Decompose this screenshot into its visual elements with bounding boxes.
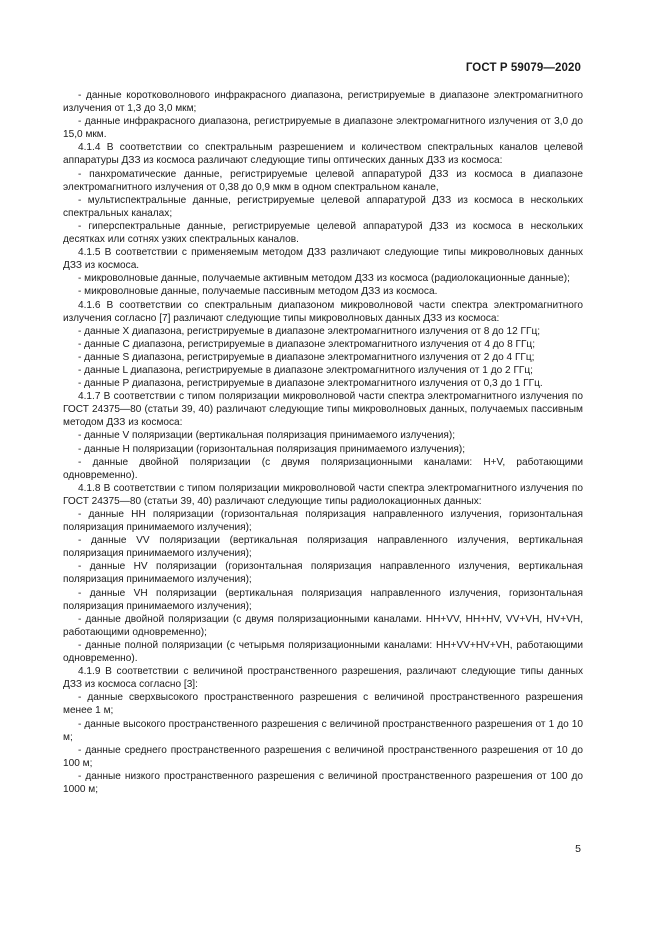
paragraph: - данные H поляризации (горизонтальная поляризация принимаемого излучения); [78, 443, 466, 455]
paragraph: - данные двойной поляризации (с двумя поляризационными каналами: H+V, работающими одновременно). [63, 456, 583, 481]
paragraph: - данные высокого пространственного разрешения с величиной пространственного разрешения от 1 до 10 м; [63, 718, 583, 743]
paragraph: 4.1.6 В соответствии со спектральным диапазоном микроволновой части спектра электромагнитного излучения согласно [7] различают следующие типы микроволновых данных ДЗЗ из космоса: [63, 299, 583, 324]
paragraph: - данные VH поляризации (вертикальная поляризация направленного излучения, горизонтальная поляризация принимаемого излучения); [63, 587, 583, 612]
paragraph: 4.1.7 В соответствии с типом поляризации микроволновой части спектра электромагнитного излучения по ГОСТ 24375—80 (статьи 39, 40) различают следующие типы микроволновых данных, получаемых пассивным методом ДЗЗ из космоса: [63, 391, 583, 429]
paragraph: 4.1.5 В соответствии с применяемым методом ДЗЗ различают следующие типы микроволновых данных ДЗЗ из космоса. [63, 247, 583, 272]
paragraph: - данные VV поляризации (вертикальная поляризация направленного излучения, вертикальная поляризация принимаемого излучения); [63, 535, 583, 560]
paragraph: - микроволновые данные, получаемые активным методом ДЗЗ из космоса (радиолокационные данные); [78, 273, 570, 285]
paragraph: - данные двойной поляризации (с двумя поляризационными каналами. HH+VV, HH+HV, VV+VH, HV+VH, работающими одновременно); [63, 613, 583, 638]
paragraph: - данные S диапазона, регистрируемые в диапазоне электромагнитного излучения от 2 до 4 ГГц; [78, 351, 535, 363]
paragraph: - данные инфракрасного диапазона, регистрируемые в диапазоне электромагнитного излучения от 3,0 до 15,0 мкм. [63, 116, 583, 141]
paragraph: - данные X диапазона, регистрируемые в диапазоне электромагнитного излучения от 8 до 12 ГГц; [78, 325, 541, 337]
paragraph: - гиперспектральные данные, регистрируемые целевой аппаратурой ДЗЗ из космоса в нескольких десятках или сотнях узких спектральных каналов. [63, 220, 583, 246]
paragraph: - панхроматические данные, регистрируемые целевой аппаратурой ДЗЗ из космоса в диапазоне электромагнитного излучения от 0,38 до 0,9 мкм в одном спектральном канале, [63, 168, 583, 193]
paragraph: 4.1.4 В соответствии со спектральным разрешением и количеством спектральных каналов целевой аппаратуры ДЗЗ из космоса различают следующие типы оптических данных ДЗЗ из космоса: [63, 142, 583, 167]
paragraph: - данные V поляризации (вертикальная поляризация принимаемого излучения); [78, 430, 456, 442]
paragraph: - данные полной поляризации (с четырьмя поляризационными каналами: HH+VV+HV+VH, работающими одновременно). [63, 639, 583, 665]
paragraph: - данные HH поляризации (горизонтальная поляризация направленного излучения, горизонтальная поляризация принимаемого излучения); [63, 509, 583, 534]
document-code-header: ГОСТ Р 59079—2020 [465, 62, 581, 74]
paragraph: - данные сверхвысокого пространственного разрешения с величиной пространственного разрешения менее 1 м; [63, 692, 583, 717]
paragraph: - микроволновые данные, получаемые пассивным методом ДЗЗ из космоса. [78, 286, 438, 298]
paragraph: - данные среднего пространственного разрешения с величиной пространственного разрешения от 10 до 100 м; [63, 744, 583, 769]
paragraph: - данные низкого пространственного разрешения с величиной пространственного разрешения от 100 до 1000 м; [63, 770, 583, 795]
paragraph: - данные коротковолнового инфракрасного диапазона, регистрируемые в диапазоне электромагнитного излучения от 1,3 до 3,0 мкм; [63, 90, 583, 115]
paragraph: - данные C диапазона, регистрируемые в диапазоне электромагнитного излучения от 4 до 8 ГГц; [78, 338, 536, 350]
paragraph: 4.1.9 В соответствии с величиной пространственного разрешения, различают следующие типы данных ДЗЗ из космоса согласно [3]: [63, 666, 583, 691]
paragraph: - данные P диапазона, регистрируемые в диапазоне электромагнитного излучения от 0,3 до 1 ГГц. [78, 378, 543, 390]
paragraph: 4.1.8 В соответствии с типом поляризации микроволновой части спектра электромагнитного излучения по ГОСТ 24375—80 (статьи 39, 40) различают следующие типы радиолокационных данных: [63, 482, 583, 507]
paragraph: - данные L диапазона, регистрируемые в диапазоне электромагнитного излучения от 1 до 2 ГГц; [78, 364, 533, 376]
page-body [63, 89, 583, 796]
page-number: 5 [575, 843, 581, 855]
paragraph: - мультиспектральные данные, регистрируемые целевой аппаратурой ДЗЗ из космоса в нескольких спектральных каналах; [63, 194, 583, 219]
paragraph: - данные HV поляризации (горизонтальная поляризация направленного излучения, вертикальная поляризация принимаемого излучения); [63, 561, 583, 586]
